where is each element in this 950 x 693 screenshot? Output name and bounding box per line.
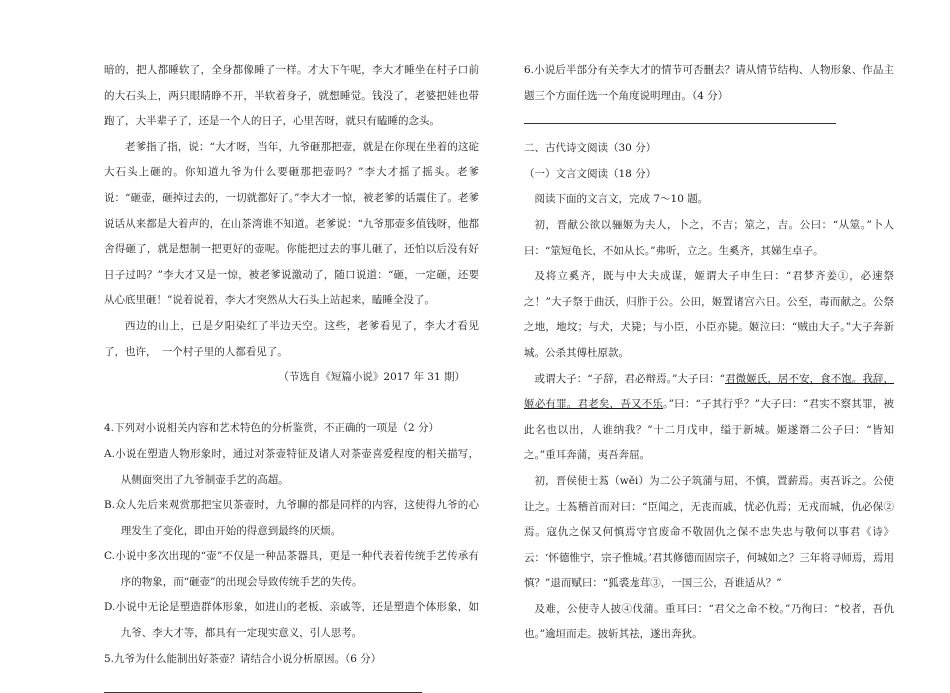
classical-paragraph-3 [524,367,894,469]
underlined-sentence: 君微姬氏，居不安，食不饱。我辞，姬必有罪。君老矣，吾又不乐 [524,372,894,411]
paragraph-3-start: 或谓大子：“子辞，君必辩焉。”大子曰：“ [534,372,726,385]
story-paragraph-2: 老爹指了指，说：“大才呀，当年，九爷砸那把壶，就是在你现在坐着的这砣大石头上砸的。你知道九爷为什么要砸那把壶吗？”李大才摇了摇头。老爹说：“砸壶，砸掉过去的，一切就都好了。”李大才一惊，被老爹的话震住了。老爹说话从来都是大着声的，在山茶湾谁不知道。老爹说：“九爷那壶多值钱呀，他都舍得砸了，就是想制一把更好的壶呢。你能把过去的事儿砸了，还怕以后没有好日子过吗？”李大才又是一惊，被老爹说激动了，随口说道：“砸，一定砸，还要从心底里砸！”说着说着，李大才突然从大石头上站起来，瞌睡全没了。 [104,140,479,307]
paragraph-3-end: 。”曰：“子其行乎？”大子曰：“君实不察其罪，被此名也以出，人谁纳我？”十二月戊申，缢于新城。姬遂谮二公子曰：“皆知之。”重耳奔蒲，夷吾奔屈。 [524,398,894,462]
section-2-heading: 二、古代诗文阅读（30 分） [524,142,657,155]
classical-paragraph-2: 及将立奚齐，既与中大夫成谋，姬谓大子申生曰：“君梦齐姜①，必速祭之！”大子祭于曲沃，归胙于公。公田，姬置诸宫六日。公至，毒而献之。公祭之地，地坟；与犬，犬毙；与小臣，小臣亦毙。姬泣曰：“贼由大子。”大子奔新城。公杀其傅杜原款。 [524,270,894,359]
option-a: A.小说在塑造人物形象时，通过对茶壶特征及诸人对茶壶喜爱程度的相关描写，从侧面突出了九爷制壶手艺的高超。 [104,447,479,486]
classical-paragraph-5: 及难，公使寺人披④伐蒲。重耳曰：“君父之命不校。”乃徇曰：“校者，吾仇也。”逾垣而走。披斩其祛，遂出奔狄。 [524,602,894,641]
option-b: B.众人先后来观赏那把宝贝茶壶时，九爷聊的都是同样的内容，这使得九爷的心理发生了变化，即由开始的得意到最终的厌烦。 [104,499,479,537]
section-2-1-heading: （一）文言文阅读（18 分） [524,167,657,180]
classical-paragraph-4: 初，晋侯使士蒍（wěi）为二公子筑蒲与屈，不慎，置薪焉。夷吾诉之。公使让之。士蒍稽首而对曰：“臣闻之，无丧而戚，忧必仇焉；无戎而城，仇必保②焉。寇仇之保又何慎焉守官废命不敬固仇之保不忠失忠与敬何以事君《诗》云：‘怀德惟宁，宗子惟城。’君其修德而固宗子，何城如之？三年将寻师焉，焉用慎？”退而赋曰：“狐裘尨茸③，一国三公，吾谁适从？” [524,474,894,590]
question-5: 5.九爷为什么能制出好茶壶？请结合小说分析原因。（6 分） [104,652,382,665]
option-d: D.小说中无论是塑造群体形象，如进山的老板、亲戚等，还是塑造个体形象，如九爷、李大才等，都具有一定现实意义，引人思考。 [104,601,479,640]
answer-line-q6[interactable] [524,109,836,124]
question-4: 4.下列对小说相关内容和艺术特色的分析鉴赏，不正确的一项是（2 分） [104,422,440,435]
left-column [104,58,479,693]
reading-instruction: 阅读下面的文言文，完成 7～10 题。 [534,193,709,206]
classical-paragraph-1: 初，晋献公欲以骊姬为夫人，卜之，不吉；筮之，吉。公曰：“从筮。”卜人曰：“筮短龟长，不如从长。”弗听，立之。生奚齐，其娣生卓子。 [524,218,894,257]
story-source: （节选自《短篇小说》2017 年 31 期） [278,371,465,384]
story-paragraph-1: 暗的，把人都睡软了，全身都像睡了一样。才大下午呢，李大才睡坐在村子口前的大石头上，两只眼睛睁不开，半软着身子，就想睡觉。钱没了，老婆把娃也带跑了，大半辈子了，还是一个人的日子，心里苦呀，就只有瞌睡的念头。 [104,64,479,128]
answer-line-q5[interactable] [104,678,422,693]
spacer [524,124,894,136]
spacer [104,391,479,417]
right-column [524,58,894,648]
question-6: 6.小说后半部分有关李大才的情节可否删去？请从情节结构、人物形象、作品主题三个方面任选一个角度说明理由。（4 分） [524,64,894,102]
option-c: C.小说中多次出现的“壶”不仅是一种品茶器具，更是一种代表着传统手艺传承有序的物象，而“砸壶”的出现会导致传统手艺的失传。 [104,550,479,588]
story-paragraph-3: 西边的山上，已是夕阳染红了半边天空。这些，老爹看见了，李大才看见了，也许， 一个村子里的人都看见了。 [104,319,479,358]
